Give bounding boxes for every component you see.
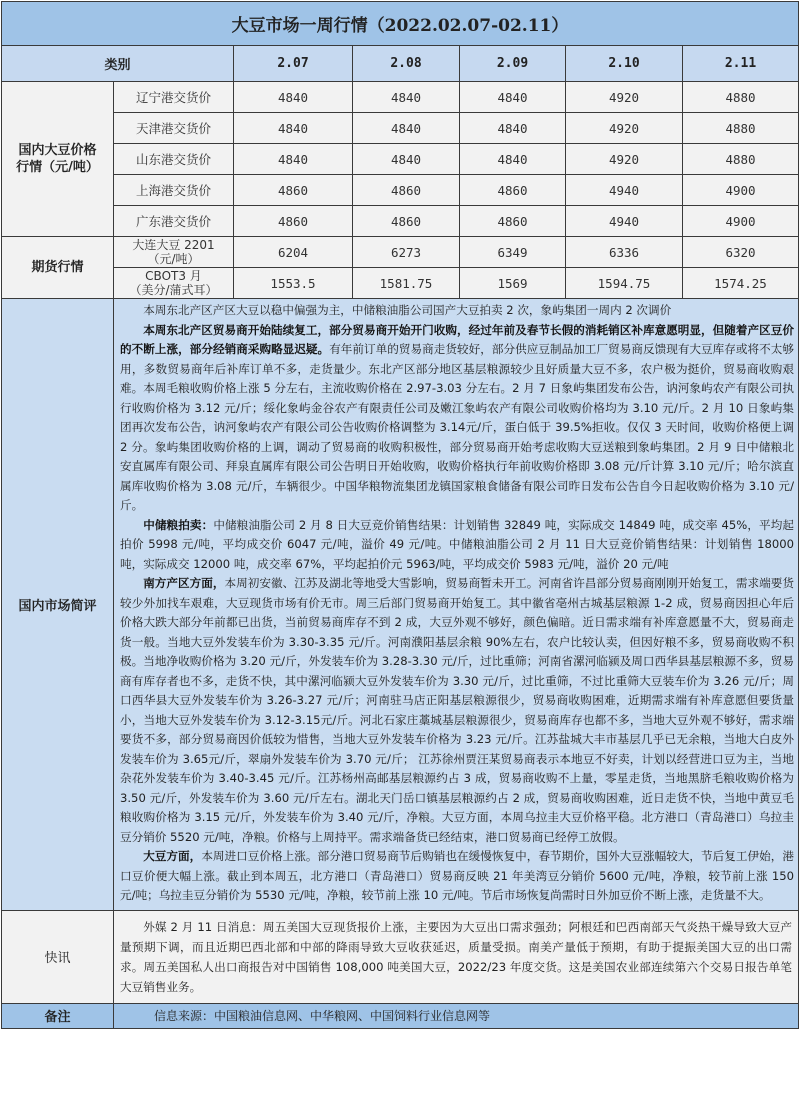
price-cell: 4860: [460, 206, 566, 237]
commentary-import: [120, 847, 794, 906]
category-header: 类别: [2, 46, 234, 82]
futures-cell: 1581.75: [353, 268, 460, 299]
table-row: [2, 144, 799, 175]
price-cell: 4840: [460, 113, 566, 144]
row-label-line: CBOT3 月: [145, 269, 202, 283]
futures-cell: 6204: [234, 237, 353, 268]
futures-cell: 6273: [353, 237, 460, 268]
price-cell: 4860: [234, 206, 353, 237]
table-row: [2, 206, 799, 237]
note-text: 信息来源：中国粮油信息网、中华粮网、中国饲料行业信息网等: [114, 1003, 799, 1028]
price-cell: 4860: [460, 175, 566, 206]
futures-cell: 6320: [683, 237, 799, 268]
price-cell: 4840: [353, 113, 460, 144]
price-cell: 4920: [566, 144, 683, 175]
price-cell: 4860: [234, 175, 353, 206]
price-cell: 4920: [566, 82, 683, 113]
group-label-line: 行情（元/吨）: [16, 160, 99, 175]
page-title: 大豆市场一周行情（2022.02.07-02.11）: [2, 2, 799, 46]
table-row: [2, 82, 799, 113]
commentary-intro: 本周东北产区产区大豆以稳中偏强为主，中储粮油脂公司国产大豆拍卖 2 次，象屿集团一周内 2 次调价: [143, 303, 672, 317]
price-cell: 4840: [460, 82, 566, 113]
news-label: 快讯: [2, 910, 114, 1003]
south-heading: 南方产区方面，: [143, 576, 225, 590]
northeast-heading: 本周东北产区贸易商开始陆续复工，部分贸易商开始开门收购，经过年前及春节长假的消耗销区补库意愿明显，但随着产区豆价的不断上涨，部分经销商采购略显迟疑。: [120, 322, 795, 356]
row-label: 上海港交货价: [114, 175, 234, 206]
row-label: 山东港交货价: [114, 144, 234, 175]
price-cell: 4840: [234, 144, 353, 175]
price-cell: 4880: [683, 144, 799, 175]
table-row: [2, 175, 799, 206]
import-text: 本周进口豆价格上涨。部分港口贸易商节后购销也在缓慢恢复中，春节期价，国外大豆涨幅较大，节后复工伊始，港口豆价便大幅上涨。截止到本周五，北方港口（青岛港口）贸易商反映 21 年美湾豆分销价 5600 元/吨，净粮，较节前上涨 150 元/吨；乌拉圭豆分销价为 5530 元/吨，净粮，较节前上涨 10 元/吨。节后市场恢复尚需时日外加豆价不断上涨，走货量不大。: [120, 849, 795, 902]
row-label: [114, 268, 234, 299]
futures-cell: 1553.5: [234, 268, 353, 299]
futures-group-label: 期货行情: [2, 237, 114, 299]
commentary-body: [114, 299, 799, 911]
header-row: [2, 46, 799, 82]
date-header: 2.09: [460, 46, 566, 82]
import-heading: 大豆方面，: [143, 849, 202, 863]
price-cell: 4940: [566, 206, 683, 237]
domestic-price-group-label: [2, 82, 114, 237]
row-label: [114, 237, 234, 268]
commentary-row: [2, 299, 799, 911]
news-row: [2, 910, 799, 1003]
price-cell: 4840: [353, 82, 460, 113]
row-label-line: （美分/蒲式耳）: [129, 283, 218, 297]
row-label: 广东港交货价: [114, 206, 234, 237]
price-cell: 4840: [353, 144, 460, 175]
table-row: [2, 268, 799, 299]
news-body: [114, 910, 799, 1003]
auction-heading: 中储粮拍卖：: [143, 517, 214, 532]
price-cell: 4860: [353, 175, 460, 206]
futures-cell: 1594.75: [566, 268, 683, 299]
row-label: 天津港交货价: [114, 113, 234, 144]
note-label: 备注: [2, 1003, 114, 1028]
price-cell: 4840: [234, 113, 353, 144]
date-header: 2.07: [234, 46, 353, 82]
date-header: 2.10: [566, 46, 683, 82]
table-row: [2, 237, 799, 268]
price-cell: 4880: [683, 113, 799, 144]
commentary-south: [120, 574, 794, 847]
futures-cell: 1574.25: [683, 268, 799, 299]
row-label: 辽宁港交货价: [114, 82, 234, 113]
price-cell: 4880: [683, 82, 799, 113]
news-text: 外媒 2 月 11 日消息：周五美国大豆现货报价上涨，主要因为大豆出口需求强劲；阿根廷和巴西南部天气炎热干燥导致大豆产量预期下调，而且近期巴西北部和中部的降雨导致大豆收获延迟，质量受损。南美产量低于预期，有助于提振美国大豆的出口需求。周五美国私人出口商报告对中国销售 108,000 吨美国大豆，2022/23 年度交货。这是美国农业部连续第六个交易日报告单笔大豆销售业务。: [120, 919, 793, 994]
date-header: 2.11: [683, 46, 799, 82]
northeast-text: 有年前订单的贸易商走货较好，部分供应豆制品加工厂贸易商反馈现有大豆库存或将不太够用，多数贸易商年后补库订单不多，走货量少。东北产区部分地区基层粮源较少且好质量大豆不多，农户极为挺价，贸易商收购艰难。本周毛粮收购价格上涨 5 分左右，主流收购价格在 2.97-3.03 分左右。2 月 7 日象屿集团发布公告，讷河象屿农产有限公司执行收购价格为 3.12 元/斤；绥化象屿金谷农产有限责任公司及嫩江象屿农产有限公司收购价格均为 3.10 元/斤。2 月 10 日象屿集团再次发布公告，讷河象屿农产有限公司公告收购价格调整为 3.14元/斤，蛋白低于 39.5%拒收。仅仅 3 天时间，收购价格便上调 2 分。象屿集团收购价格的上调，调动了贸易商的收购积极性，部分贸易商开始考虑收购大豆送粮到象屿集团。2 月 9 日中储粮北安直属库有限公司、拜泉直属库有限公司公告明日开始收购，收购价格执行年前收购价格即 3.08 元/斤计算 3.10 元/斤；哈尔滨直属库收购价格为 3.08 元/斤，车辆很少。中国华粮物流集团龙镇国家粮食储备有限公司昨日发布公告自今日起收购价格为 3.10 元/斤。: [120, 342, 795, 512]
price-cell: 4900: [683, 206, 799, 237]
note-row: [2, 1003, 799, 1028]
soybean-weekly-table: [1, 1, 799, 1029]
futures-cell: 1569: [460, 268, 566, 299]
price-cell: 4860: [353, 206, 460, 237]
group-label-line: 国内大豆价格: [18, 143, 97, 158]
commentary-auction: [120, 516, 794, 575]
price-cell: 4840: [234, 82, 353, 113]
row-label-line: 大连大豆 2201: [132, 238, 215, 252]
row-label-line: （元/吨）: [147, 252, 200, 266]
commentary-northeast: [120, 321, 794, 516]
table-row: [2, 113, 799, 144]
price-cell: 4840: [460, 144, 566, 175]
south-text: 本周初安徽、江苏及湖北等地受大雪影响，贸易商暂未开工。河南省许昌部分贸易商刚刚开始复工，需求端要货较少外加找车艰难，大豆现货市场有价无市。周三后部门贸易商开始复工。其中徽省亳州古城基层粮源 1-2 成，贸易商因担心年后价格大跌大部分年前都已出货，当前贸易商库存不到 2 成，大豆外观不够好，颜色偏暗。近日需求端有补库意愿量不大，贸易商走货一般。当地大豆外发装车价为 3.30-3.35 元/斤。河南濮阳基层余粮 90%左右，农户比较认卖，但因好粮不多，贸易商收购不积极。当地净收购价格为 3.20 元/斤，外发装车价为 3.28-3.30 元/斤，过比重筛；河南省漯河临颍及周口西华县基层粮源不多，贸易商有库存者也不多，走货不快，其中漯河临颍大豆外发装车价为 3.30 元/斤，过比重筛，不过比重筛大豆装车价为 3.26 元/斤；周口西华县大豆外发装车价为 3.26-3.27 元/斤；河南驻马店正阳基层粮源很少，贸易商收购困难，近期需求端有补库意愿但要货量小，当地大豆外发装车价为 3.12-3.15元/斤。河北石家庄藁城基层粮源很少，贸易商库存也都不多，当地大豆外观不够好，需求端要货不多，部分贸易商因价低较为惜售，当地大豆外发装车价格为 3.23 元/斤。江苏盐城大丰市基层几乎已无余粮，当地大白皮外发装车价为 3.65元/斤，翠扇外发装车价为 3.70 元/斤； 江苏徐州贾汪某贸易商表示本地豆不好卖，计划以经营进口豆为主，当地杂花外发装车价为 3.40-3.45 元/斤。江苏杨州高邮基层粮源约占 3 成，贸易商收购不上量，零星走货，当地黑脐毛粮收购价格为 3.50 元/斤，外发装车价为 3.60 元/斤左右。湖北天门岳口镇基层粮源约占 2 成，贸易商收购困难，近日走货不快，当地中黄豆毛粮收购价格为 3.15 元/斤，外发装车价为 3.40 元/斤，净粮。大豆方面，本周乌拉圭大豆价格平稳。北方港口（青岛港口）乌拉圭豆分销价 5520 元/吨，净粮。价格与上周持平。需求端备货已经结束，港口贸易商已经停工放假。: [120, 576, 795, 844]
futures-cell: 6349: [460, 237, 566, 268]
commentary-label: 国内市场简评: [2, 299, 114, 911]
price-cell: 4940: [566, 175, 683, 206]
price-cell: 4920: [566, 113, 683, 144]
date-header: 2.08: [353, 46, 460, 82]
price-cell: 4900: [683, 175, 799, 206]
auction-text: 中储粮油脂公司 2 月 8 日大豆竞价销售结果：计划销售 32849 吨，实际成交 14849 吨，成交率 45%，平均起拍价 5998 元/吨，平均成交价 6047 元/吨，溢价 49 元/吨。中储粮油脂公司 2 月 11 日大豆竞价销售结果：计划销售 18000 吨，实际成交 12000 吨，成交率 67%，平均起拍价元 5963/吨，平均成交价 5983 元/吨，溢价 20 元/吨: [120, 517, 795, 571]
futures-cell: 6336: [566, 237, 683, 268]
